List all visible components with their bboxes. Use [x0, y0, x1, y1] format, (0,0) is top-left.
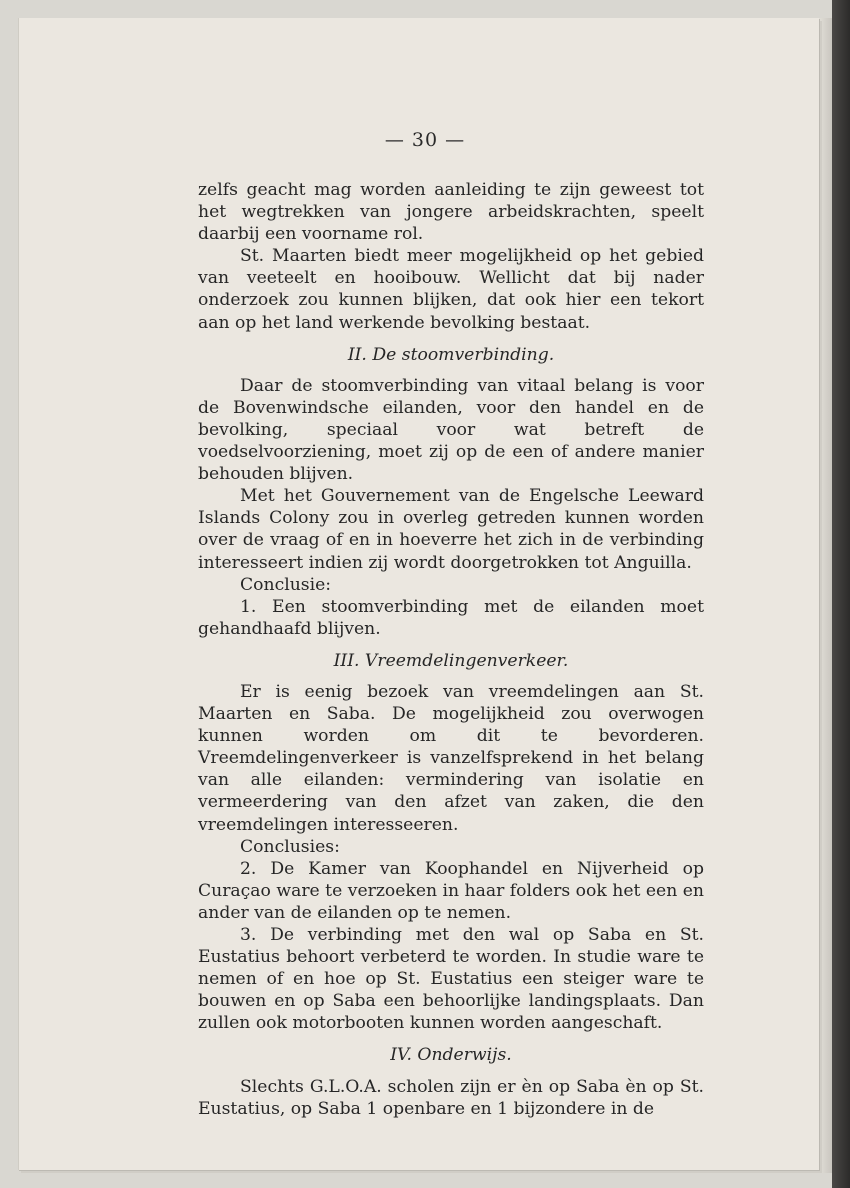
list-item: 3. De verbinding met den wal op Saba en St. Eustatius behoort verbeterd te worden. In studie ware te nemen of en hoe op St. Eustatius een steiger ware te bouwen en op Saba een behoorlijke landingsplaats. Dan zullen ook motorbooten kunnen worden aangeschaft. [198, 925, 704, 1034]
section-heading: IV. Onderwijs. [390, 1045, 512, 1066]
page-number: — 30 — [384, 129, 466, 151]
paragraph: Met het Gouvernement van de Engelsche Leeward Islands Colony zou in overleg getreden kunnen worden over de vraag of en in hoeverre het zich in de verbinding interesseert indien zij wordt doorgetrokken tot Anguilla. [198, 486, 704, 573]
section-heading: II. De stoomverbinding. [347, 344, 555, 365]
paragraph: Er is eenig bezoek van vreemdelingen aan St. Maarten en Saba. De mogelijkheid zou overwogen kunnen worden om dit te bevorderen. Vreemdelingenverkeer is vanzelfsprekend in het belang van alle eilanden: vermindering van isolatie en vermeerdering van den afzet van zaken, die den vreemdelingen interesseeren. [198, 681, 704, 835]
page-edge [818, 18, 832, 1173]
paragraph: Slechts G.L.O.A. scholen zijn er èn op Saba èn op St. Eustatius, op Saba 1 openbare en 1 bijzondere in de [198, 1076, 704, 1119]
paragraph: Conclusie: [240, 574, 332, 595]
list-item: 1. Een stoomverbinding met de eilanden moet gehandhaafd blijven. [198, 596, 704, 639]
list-item: 2. De Kamer van Koophandel en Nijverheid op Curaçao ware te verzoeken in haar folders ook het een en ander van de eilanden op te nemen. [198, 858, 704, 923]
paragraph: zelfs geacht mag worden aanleiding te zijn geweest tot het wegtrekken van jongere arbeidskrachten, speelt daarbij een voorname rol. [198, 180, 704, 245]
scanner-edge [832, 0, 850, 1188]
section-heading: III. Vreemdelingenverkeer. [333, 650, 569, 671]
body-text [198, 179, 704, 1120]
paragraph: Conclusies: [240, 836, 340, 857]
paragraph: Daar de stoomverbinding van vitaal belang is voor de Bovenwindsche eilanden, voor den handel en de bevolking, speciaal voor wat betreft de voedselvoorziening, moet zij op de een of andere manier behouden blijven. [198, 375, 704, 485]
paragraph: St. Maarten biedt meer mogelijkheid op het gebied van veeteelt en hooibouw. Wellicht dat bij nader onderzoek zou kunnen blijken, dat ook hier een tekort aan op het land werkende bevolking bestaat. [198, 246, 704, 333]
